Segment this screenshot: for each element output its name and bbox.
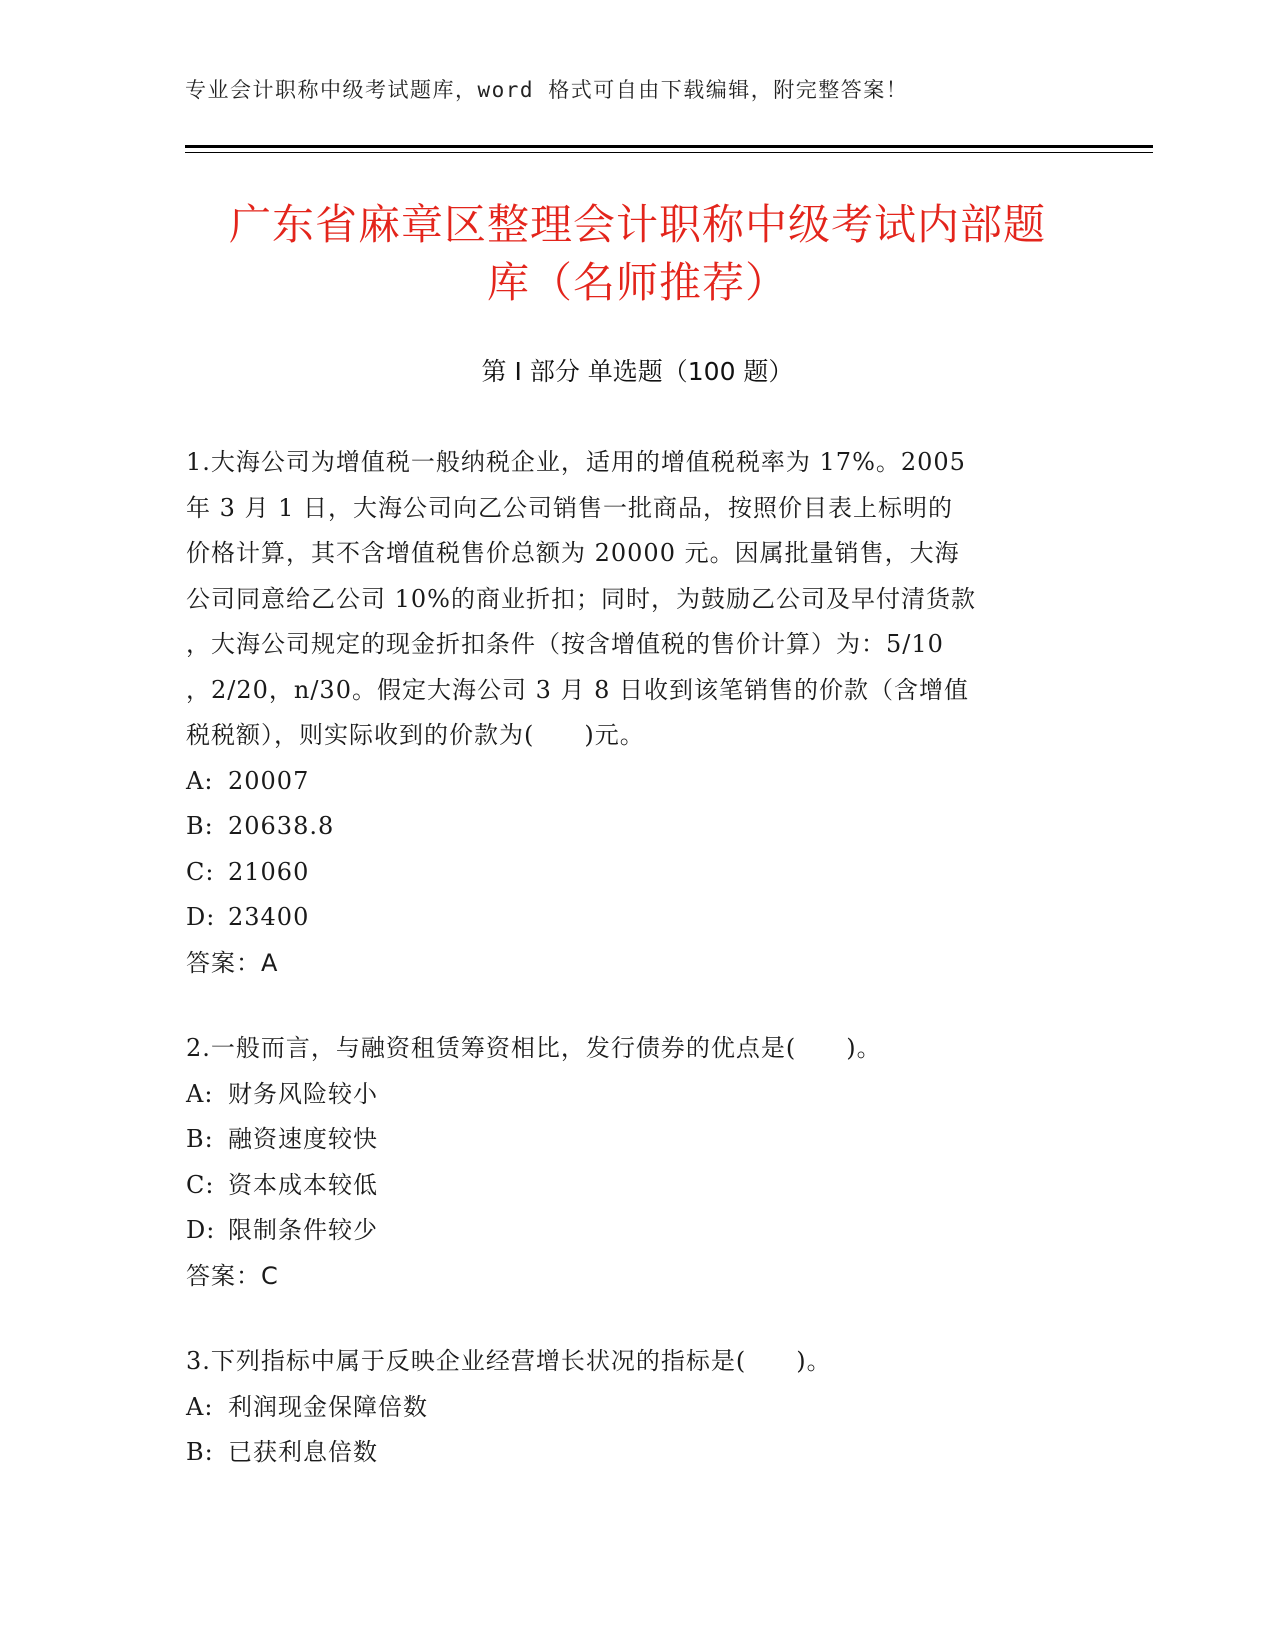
option-key: B: — [186, 812, 214, 840]
option-c — [186, 1163, 1086, 1209]
answer-label: 答案：A — [186, 948, 279, 977]
option-key: B: — [186, 1125, 214, 1153]
option-b — [186, 804, 1086, 850]
option-key: D: — [186, 1216, 216, 1244]
option-text: 23400 — [228, 903, 310, 931]
option-text: 20638.8 — [228, 812, 335, 840]
question-stem-line: ，2/20，n/30。假定大海公司 3 月 8 日收到该笔销售的价款（含增值 — [186, 675, 970, 704]
option-a — [186, 1072, 1086, 1118]
header-rule-thick — [185, 145, 1153, 148]
question-stem-line: 年 3 月 1 日，大海公司向乙公司销售一批商品，按照价目表上标明的 — [186, 493, 954, 522]
question-stem — [186, 1026, 1086, 1072]
option-text: 融资速度较快 — [228, 1125, 378, 1153]
question-stem-line: 1.大海公司为增值税一般纳税企业，适用的增值税税率为 17%。2005 — [186, 448, 966, 476]
header-note: 专业会计职称中级考试题库，word 格式可自由下载编辑，附完整答案！ — [185, 78, 909, 102]
option-key: C: — [186, 857, 215, 886]
option-a — [186, 1385, 1086, 1431]
option-text: 20007 — [228, 766, 310, 795]
option-b — [186, 1117, 1086, 1163]
question-stem-line: 2.一般而言，与融资租赁筹资相比，发行债券的优点是( )。 — [186, 1034, 882, 1062]
question-list — [186, 440, 1086, 1516]
option-a — [186, 759, 1086, 805]
question-stem-line: 价格计算，其不含增值税售价总额为 20000 元。因属批量销售，大海 — [186, 539, 960, 567]
question-stem-line: 税税额），则实际收到的价款为( )元。 — [186, 721, 645, 749]
question-stem — [186, 440, 1086, 759]
option-text: 限制条件较少 — [228, 1216, 378, 1244]
option-text: 财务风险较小 — [228, 1079, 378, 1108]
option-text: 利润现金保障倍数 — [228, 1392, 428, 1421]
document-title-line-2: 库（名师推荐） — [486, 258, 788, 307]
question-stem-line: 公司同意给乙公司 10%的商业折扣；同时，为鼓励乙公司及早付清货款 — [186, 584, 976, 613]
option-b — [186, 1430, 1086, 1476]
option-key: A: — [186, 1392, 214, 1421]
option-key: C: — [186, 1170, 215, 1199]
question-stem-line: 3.下列指标中属于反映企业经营增长状况的指标是( )。 — [186, 1347, 832, 1375]
header-rule-thin — [185, 152, 1153, 153]
question-2 — [186, 1026, 1086, 1299]
option-key: A: — [186, 1079, 214, 1108]
question-1 — [186, 440, 1086, 986]
option-c — [186, 850, 1086, 896]
question-stem — [186, 1339, 1086, 1385]
option-d — [186, 1208, 1086, 1254]
option-text: 已获利息倍数 — [228, 1438, 378, 1466]
question-3 — [186, 1339, 1086, 1476]
option-key: D: — [186, 903, 216, 931]
option-text: 21060 — [228, 857, 310, 886]
option-key: B: — [186, 1438, 214, 1466]
document-title — [160, 196, 1115, 312]
document-title-line-1: 广东省麻章区整理会计职称中级考试内部题 — [228, 200, 1046, 249]
section-title: 第 I 部分 单选题（100 题） — [481, 357, 794, 386]
answer-label: 答案：C — [186, 1261, 279, 1290]
option-d — [186, 895, 1086, 941]
option-key: A: — [186, 766, 214, 795]
option-text: 资本成本较低 — [228, 1170, 378, 1199]
question-stem-line: ，大海公司规定的现金折扣条件（按含增值税的售价计算）为：5/10 — [186, 630, 944, 658]
